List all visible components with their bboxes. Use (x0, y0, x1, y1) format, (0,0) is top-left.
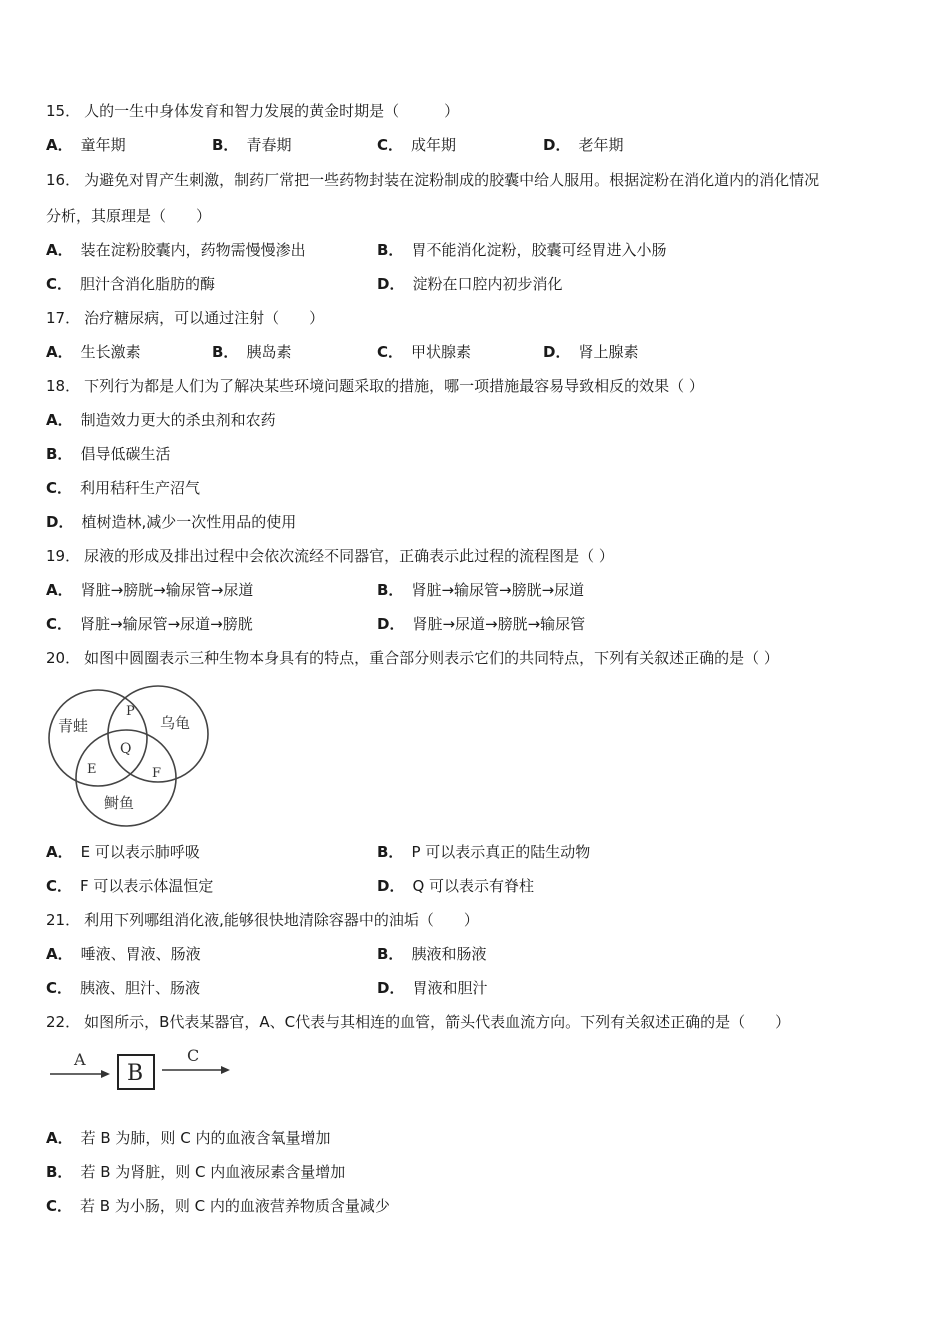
q19-option-d[interactable]: D． 肾脏→尿道→膀胱→输尿管 (377, 615, 586, 633)
q19-option-b[interactable]: B． 肾脏→输尿管→膀胱→尿道 (377, 581, 585, 599)
venn-label-p: P (126, 704, 135, 719)
q22-option-a[interactable]: A． 若 B 为肺，则 C 内的血液含氧量增加 (46, 1129, 331, 1147)
question-17-stem: 17． 治疗糖尿病，可以通过注射（ ） (46, 309, 325, 327)
question-15-stem: 15． 人的一生中身体发育和智力发展的黄金时期是（ ） (46, 102, 460, 120)
blood-flow-diagram (44, 1044, 244, 1096)
venn-label-fish: 鲥鱼 (104, 794, 135, 812)
venn-diagram (40, 680, 220, 832)
q18-option-c[interactable]: C． 利用秸秆生产沼气 (46, 479, 201, 497)
q16-option-d[interactable]: D． 淀粉在口腔内初步消化 (377, 275, 563, 293)
q16-option-a[interactable]: A． 装在淀粉胶囊内，药物需慢慢渗出 (46, 241, 306, 259)
question-19-stem: 19． 尿液的形成及排出过程中会依次流经不同器官，正确表示此过程的流程图是（ ） (46, 547, 614, 565)
q15-option-d[interactable]: D． 老年期 (543, 136, 624, 154)
q15-option-b[interactable]: B． 青春期 (212, 136, 292, 154)
question-16-stem: 16． 为避免对胃产生刺激，制药厂常把一些药物封装在淀粉制成的胶囊中给人服用。根据淀粉在消化道内的消化情况 (46, 171, 820, 189)
question-16-stem-cont: 分析，其原理是（ ） (46, 207, 212, 225)
q18-option-b[interactable]: B． 倡导低碳生活 (46, 445, 171, 463)
q17-option-d[interactable]: D． 肾上腺素 (543, 343, 639, 361)
venn-label-turtle: 乌龟 (160, 714, 191, 732)
q21-option-c[interactable]: C． 胰液、胆汁、肠液 (46, 979, 201, 997)
vessel-a-label: A (74, 1050, 86, 1069)
arrow-a-icon (101, 1070, 110, 1078)
q17-option-a[interactable]: A． 生长激素 (46, 343, 141, 361)
question-20-stem: 20． 如图中圆圈表示三种生物本身具有的特点，重合部分则表示它们的共同特点，下列有关叙述正确的是（ ） (46, 649, 779, 667)
q22-option-b[interactable]: B． 若 B 为肾脏，则 C 内血液尿素含量增加 (46, 1163, 346, 1181)
q19-option-a[interactable]: A． 肾脏→膀胱→输尿管→尿道 (46, 581, 254, 599)
q20-option-a[interactable]: A． E 可以表示肺呼吸 (46, 843, 200, 861)
q15-option-a[interactable]: A． 童年期 (46, 136, 126, 154)
organ-b-label: B (127, 1061, 144, 1086)
venn-label-q: Q (120, 741, 132, 757)
venn-label-e: E (87, 762, 97, 777)
q20-option-b[interactable]: B． P 可以表示真正的陆生动物 (377, 843, 591, 861)
q21-option-d[interactable]: D． 胃液和胆汁 (377, 979, 488, 997)
question-18-stem: 18． 下列行为都是人们为了解决某些环境问题采取的措施，哪一项措施最容易导致相反的效果（ ） (46, 377, 704, 395)
question-22-stem: 22． 如图所示，B代表某器官，A、C代表与其相连的血管，箭头代表血流方向。下列有关叙述正确的是（ ） (46, 1013, 791, 1031)
venn-label-frog: 青蛙 (58, 717, 89, 735)
q22-option-c[interactable]: C． 若 B 为小肠，则 C 内的血液营养物质含量减少 (46, 1197, 390, 1215)
q16-option-b[interactable]: B． 胃不能消化淀粉，胶囊可经胃进入小肠 (377, 241, 667, 259)
q18-option-a[interactable]: A． 制造效力更大的杀虫剂和农药 (46, 411, 276, 429)
q15-option-c[interactable]: C． 成年期 (377, 136, 457, 154)
q19-option-c[interactable]: C． 肾脏→输尿管→尿道→膀胱 (46, 615, 253, 633)
question-21-stem: 21． 利用下列哪组消化液,能够很快地清除容器中的油垢（ ） (46, 911, 479, 929)
q18-option-d[interactable]: D． 植树造林,减少一次性用品的使用 (46, 513, 297, 531)
arrow-c-icon (221, 1066, 230, 1074)
q16-option-c[interactable]: C． 胆汁含消化脂肪的酶 (46, 275, 216, 293)
q20-option-d[interactable]: D． Q 可以表示有脊柱 (377, 877, 535, 895)
q20-option-c[interactable]: C． F 可以表示体温恒定 (46, 877, 214, 895)
vessel-c-label: C (187, 1046, 200, 1065)
q21-option-b[interactable]: B． 胰液和肠液 (377, 945, 487, 963)
venn-label-f: F (152, 766, 162, 781)
q17-option-c[interactable]: C． 甲状腺素 (377, 343, 472, 361)
q21-option-a[interactable]: A． 唾液、胃液、肠液 (46, 945, 201, 963)
q17-option-b[interactable]: B． 胰岛素 (212, 343, 292, 361)
